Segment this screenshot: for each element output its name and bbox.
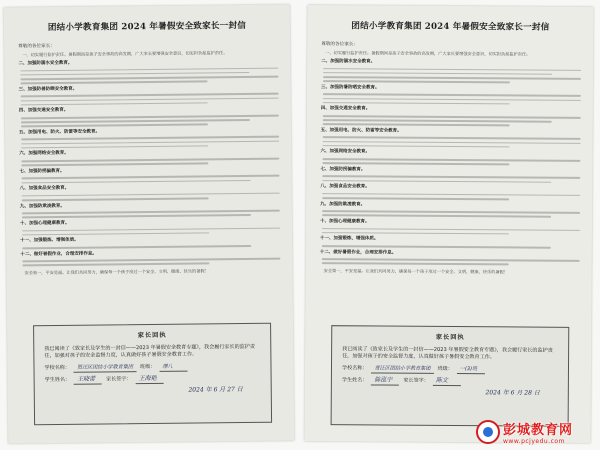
receipt-row-names bbox=[45, 374, 263, 385]
student-label: 学生姓名： bbox=[44, 376, 71, 383]
text-line bbox=[22, 192, 280, 196]
text-line bbox=[22, 175, 280, 179]
class-label: 班级： bbox=[139, 363, 156, 370]
text-line bbox=[323, 145, 510, 148]
section-heading: 七、加强防拐骗教育。 bbox=[19, 168, 65, 175]
school-value: 贾汪区团结小学教育集团 bbox=[74, 363, 136, 373]
text-line bbox=[21, 93, 279, 97]
class-value: 一(3)班 bbox=[457, 365, 485, 374]
letter-page-right bbox=[304, 5, 593, 443]
receipt-statement: 我已阅读了《致家长及学生的一封信——2023 年暑假安全教育专题》，我会履行家长的监护责任，加强对孩子的安全监督力度，认真做好孩子暑假安全教育工作。 bbox=[342, 346, 553, 361]
receipt-title: 家长回执 bbox=[435, 333, 465, 342]
watermark-text bbox=[503, 419, 573, 445]
section-heading: 八、加强食品安全教育。 bbox=[320, 184, 370, 190]
section-heading: 三、加强防暑防晒安全教育。 bbox=[320, 84, 380, 91]
text-line bbox=[22, 180, 251, 184]
text-line bbox=[323, 76, 581, 79]
section-heading: 十、加强心理健康教育。 bbox=[319, 219, 370, 225]
text-line bbox=[322, 162, 509, 165]
school-label: 学校名称： bbox=[341, 365, 368, 372]
section-heading: 二、加强防溺水安全教育。 bbox=[321, 59, 376, 65]
text-line bbox=[323, 98, 581, 101]
student-signature: 王晓蕾 bbox=[74, 375, 102, 384]
receipt-title: 家长回执 bbox=[137, 331, 167, 340]
receipt-date: 2024 年 6 月 27 日 bbox=[188, 385, 243, 394]
letter-intro: 一、切实履行监护责任。暑假期间是孩子安全事故的高发期，广大家长要增强安全意识，切实担负起监护责任。 bbox=[22, 50, 228, 58]
text-line bbox=[21, 163, 208, 167]
text-line bbox=[22, 263, 209, 267]
text-line bbox=[322, 245, 551, 248]
text-line bbox=[322, 210, 580, 213]
text-line bbox=[322, 258, 580, 261]
text-line bbox=[22, 258, 280, 262]
text-line bbox=[20, 67, 278, 71]
text-line bbox=[323, 102, 510, 105]
text-line bbox=[21, 158, 279, 162]
section-heading: 九、加强防欺凌教育。 bbox=[19, 203, 65, 209]
section-heading: 四、加强交通安全教育。 bbox=[18, 108, 69, 114]
receipt-row-date bbox=[342, 388, 560, 398]
text-line bbox=[323, 115, 581, 118]
school-value: 贾汪区团结小学教育集团 bbox=[371, 364, 433, 373]
parent-receipt bbox=[331, 325, 570, 427]
section-heading: 十一、加强锻炼、增强体质。 bbox=[20, 238, 79, 244]
section-heading: 二、加强防溺水安全教育。 bbox=[18, 60, 73, 67]
text-line bbox=[322, 176, 580, 179]
section-heading: 十二、做好暑假作业，合理安排作息。 bbox=[20, 251, 97, 257]
school-label: 学校名称： bbox=[44, 364, 71, 371]
section-heading: 五、加强用电、防火、防雷等安全教育。 bbox=[19, 129, 101, 136]
text-line bbox=[20, 72, 249, 76]
receipt-row-date bbox=[45, 386, 263, 396]
text-line bbox=[322, 197, 509, 200]
section-heading: 六、加强网络安全教育。 bbox=[19, 151, 69, 157]
section-heading: 五、加强用电、防火、防雷等安全教育。 bbox=[320, 127, 402, 134]
text-line bbox=[322, 214, 551, 217]
section-heading: 十二、做好暑假作业，合理安排作息。 bbox=[319, 249, 397, 256]
watermark-title: 彭城教育网 bbox=[503, 423, 574, 438]
class-label: 班级： bbox=[437, 365, 453, 372]
parent-label: 家长签字： bbox=[106, 376, 132, 383]
text-line bbox=[22, 227, 280, 231]
text-line bbox=[22, 245, 251, 249]
watermark-url: www.pcjyedu.com bbox=[503, 438, 565, 445]
text-line bbox=[323, 80, 510, 83]
text-line bbox=[322, 158, 580, 161]
parent-signature: 王海艳 bbox=[136, 375, 164, 384]
student-label: 学生姓名： bbox=[341, 377, 368, 384]
section-heading: 三、加强防暑防晒安全教育。 bbox=[18, 86, 78, 93]
text-line bbox=[322, 180, 551, 183]
text-line bbox=[323, 137, 581, 140]
parent-label: 家长签字： bbox=[403, 377, 429, 384]
section-heading: 十、加强心理健康教育。 bbox=[19, 220, 70, 227]
text-line bbox=[20, 76, 278, 80]
text-line bbox=[323, 141, 581, 144]
student-signature: 陈泓宇 bbox=[371, 376, 399, 385]
section-heading: 十一、加强锻炼、增强体质。 bbox=[319, 236, 379, 242]
receipt-row-school bbox=[44, 362, 262, 373]
text-line bbox=[322, 232, 509, 235]
receipt-statement: 我已阅读了《致家长及学生的一封信——2023 年暑假安全教育专题》，我会履行家长的监护责任，加强对孩子的安全监督力度，认真做好孩子暑假安全教育工作。 bbox=[44, 343, 256, 360]
letter-closing: 安全第一，平安是福。让我们共同努力，确保每一个孩子度过一个安全、文明、健康、快乐的暑假！ bbox=[24, 268, 209, 276]
letter-intro: 一、切实履行监护责任。暑假期间是孩子安全事故的高发期，广大家长要增强安全意识，切实担负起监护责任。 bbox=[325, 50, 531, 57]
parent-signature: 陈文 bbox=[433, 377, 461, 386]
letter-sections bbox=[320, 59, 581, 266]
letter-greeting: 尊敬的各位家长： bbox=[321, 42, 359, 48]
text-line bbox=[21, 102, 208, 106]
text-line bbox=[323, 123, 510, 126]
section-heading: 九、加强防欺凌教育。 bbox=[320, 201, 366, 207]
text-line bbox=[21, 81, 208, 85]
text-line bbox=[21, 140, 279, 144]
text-line bbox=[322, 262, 509, 265]
text-line bbox=[323, 72, 552, 75]
text-line bbox=[322, 193, 580, 196]
site-watermark bbox=[476, 417, 596, 447]
text-line bbox=[21, 97, 279, 101]
text-line bbox=[323, 119, 552, 122]
class-value: 理八 bbox=[159, 362, 187, 371]
section-heading: 八、加强食品安全教育。 bbox=[19, 186, 70, 192]
text-line bbox=[22, 214, 251, 218]
section-heading: 四、加强交通安全教育。 bbox=[320, 106, 371, 112]
section-heading: 六、加强网络安全教育。 bbox=[320, 149, 371, 155]
receipt-date: 2024 年 6 月 28 日 bbox=[485, 389, 540, 397]
text-line bbox=[323, 68, 581, 71]
text-line bbox=[21, 124, 208, 128]
letter-sections bbox=[18, 59, 280, 267]
letter-greeting: 尊敬的各位家长： bbox=[18, 43, 55, 50]
receipt-row-names bbox=[342, 376, 560, 387]
text-line bbox=[22, 197, 209, 201]
section-heading: 七、加强防拐骗教育。 bbox=[320, 166, 366, 173]
receipt-row-school bbox=[342, 364, 560, 375]
text-line bbox=[21, 136, 279, 140]
text-line bbox=[22, 232, 209, 236]
text-line bbox=[322, 228, 580, 231]
letter-closing: 安全第一，平安是福。让我们共同努力，确保每一个孩子度过一个安全、文明、健康、快乐的暑假！ bbox=[323, 268, 508, 275]
letter-title: 团结小学教育集团 2024 年暑假安全致家长一封信 bbox=[351, 21, 550, 33]
text-line bbox=[21, 145, 208, 149]
site-logo-icon bbox=[476, 420, 500, 444]
parent-receipt bbox=[33, 323, 272, 425]
letter-title: 团结小学教育集团 2024 年暑假安全致家长一封信 bbox=[47, 20, 247, 34]
text-line bbox=[21, 119, 250, 123]
letter-page-left bbox=[4, 5, 295, 444]
text-line bbox=[323, 93, 581, 96]
